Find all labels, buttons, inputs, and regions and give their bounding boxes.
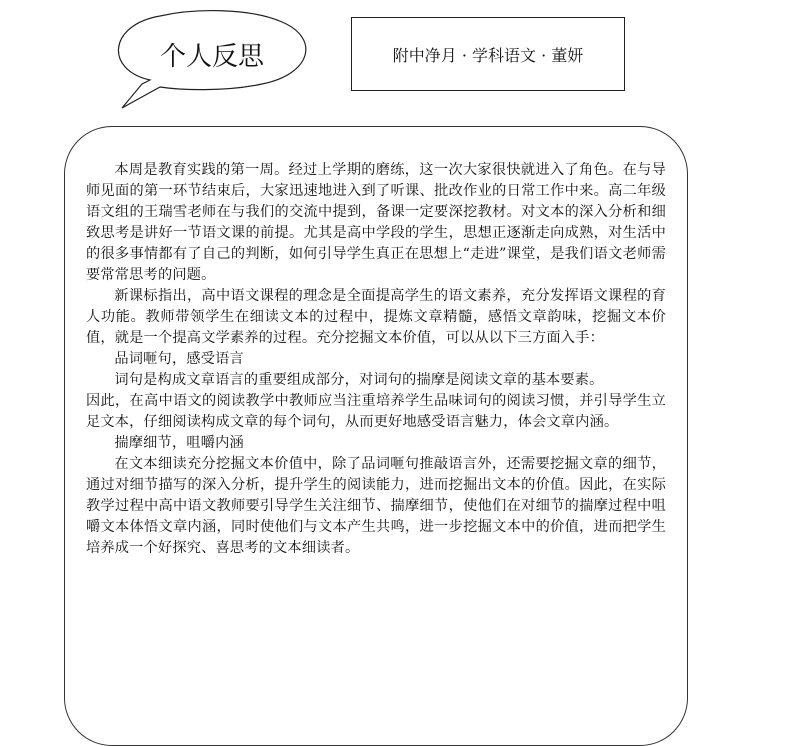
author-box: 附中净月 · 学科语文 · 董妍	[351, 17, 625, 91]
bubble-title: 个人反思	[159, 41, 264, 72]
paragraph-4: 因此，在高中语文的阅读教学中教师应当注重培养学生品味词句的阅读习惯，并引导学生立足文本，仔细阅读构成文章的每个词句，从而更好地感受语言魅力，体会文章内涵。	[86, 393, 666, 430]
paragraph-5: 在文本细读充分挖掘文本价值中，除了品词咂句推敲语言外，还需要挖掘文章的细节，通过对细节描写的深入分析，提升学生的阅读能力，进而挖掘出文本的价值。因此，在实际教学过程中高中语文教师要引导学生关注细节、揣摩细节，使他们在对细节的揣摩过程中咀嚼文本体悟文章内涵，同时使他们与文本产生共鸣，进一步挖掘文本中的价值，进而把学生培养成一个好探究、喜思考的文本细读者。	[86, 456, 666, 556]
section-heading-2: 揣摩细节，咀嚼内涵	[114, 435, 244, 451]
paragraph-2: 新课标指出，高中语文课程的理念是全面提高学生的语文素养，充分发挥语文课程的育人功能。教师带领学生在细读文本的过程中，提炼文章精髓，感悟文章韵味，挖掘文本价值，就是一个提高文学素养的过程。充分挖掘文本价值，可以从以下三方面入手：	[86, 288, 666, 346]
paragraph-3: 词句是构成文章语言的重要组成部分，对词句的揣摩是阅读文章的基本要素。	[114, 372, 604, 388]
section-heading-1: 品词咂句，感受语言	[114, 351, 244, 367]
paragraph-1: 本周是教育实践的第一周。经过上学期的磨练，这一次大家很快就进入了角色。在与导师见面的第一环节结束后，大家迅速地进入到了听课、批改作业的日常工作中来。高二年级语文组的王瑞雪老师在与我们的交流中提到，备课一定要深挖教材。对文本的深入分析和细致思考是讲好一节语文课的前提。尤其是高中学段的学生，思想正逐渐走向成熟，对生活中的很多事情都有了自己的判断，如何引导学生真正在思想上“走进”课堂，是我们语文老师需要常常思考的问题。	[86, 162, 666, 283]
reflection-body	[86, 160, 666, 559]
